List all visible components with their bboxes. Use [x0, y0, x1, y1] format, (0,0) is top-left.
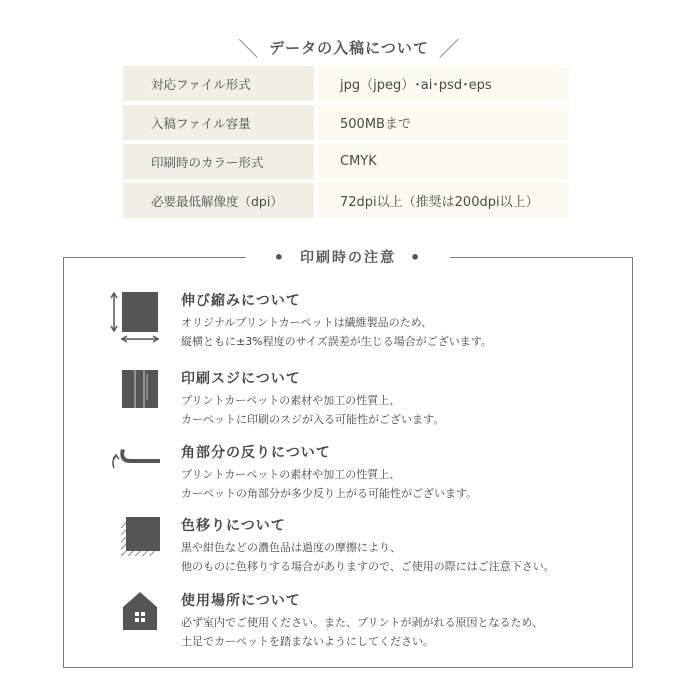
spec-value: CMYK — [318, 144, 569, 179]
section-title-text: データの入稿について — [269, 38, 429, 57]
caution-title — [246, 247, 450, 267]
print-streak-icon — [110, 370, 162, 422]
slash-left-icon: ＼ — [238, 36, 260, 61]
spec-table — [123, 66, 569, 222]
spec-row-color-mode — [123, 144, 569, 179]
color-transfer-icon — [110, 517, 162, 569]
stretch-icon — [110, 292, 162, 344]
item-desc-line: 土足でカーペットを踏まないようにしてください。 — [181, 635, 434, 648]
spec-label: 対応ファイル形式 — [123, 66, 314, 101]
corner-curl-icon — [110, 444, 162, 496]
item-desc-line: カーペットに印刷のスジが入る可能性がございます。 — [181, 413, 445, 426]
spec-row-file-size — [123, 105, 569, 140]
item-desc-line: プリントカーペットの素材や加工の性質上、 — [181, 468, 401, 481]
slash-right-icon: ／ — [438, 36, 460, 61]
spec-label: 印刷時のカラー形式 — [123, 144, 314, 179]
spec-value: 72dpi以上（推奨は200dpi以上） — [318, 183, 569, 218]
section-title — [0, 35, 698, 59]
item-desc-line: 必ず室内でご使用ください。また、プリントが剥がれる原因となるため、 — [181, 616, 544, 629]
spec-value: jpg（jpeg）･ai･psd･eps — [318, 66, 569, 101]
spec-label: 必要最低解像度（dpi） — [123, 183, 314, 218]
item-desc-line: 黒や紺色などの濃色品は過度の摩擦により、 — [181, 541, 401, 554]
caution-title-text: 印刷時の注意 — [300, 250, 396, 266]
item-desc-line: カーペットの角部分が多少反り上がる可能性がございます。 — [181, 487, 478, 500]
item-title: 色移りについて — [181, 518, 286, 534]
spec-label: 入稿ファイル容量 — [123, 105, 314, 140]
caution-box — [63, 247, 633, 668]
bullet-icon: • — [410, 247, 423, 267]
item-desc-line: プリントカーペットの素材や加工の性質上、 — [181, 394, 401, 407]
spec-row-resolution — [123, 183, 569, 218]
item-desc-line: オリジナルプリントカーペットは繊維製品のため、 — [181, 316, 433, 329]
bullet-icon: • — [273, 247, 286, 267]
item-desc-line: 他のものに色移りする場合がありますので、ご使用の際にはご注意下さい。 — [181, 560, 555, 573]
item-title: 角部分の反りについて — [181, 445, 331, 461]
item-title: 使用場所について — [181, 593, 301, 609]
item-desc-line: 縦横ともに±3%程度のサイズ誤差が生じる場合がございます。 — [181, 335, 492, 348]
spec-row-file-format — [123, 66, 569, 101]
house-icon — [110, 592, 162, 644]
item-title: 伸び縮みについて — [181, 293, 301, 309]
spec-value: 500MBまで — [318, 105, 569, 140]
item-title: 印刷スジについて — [181, 371, 301, 387]
